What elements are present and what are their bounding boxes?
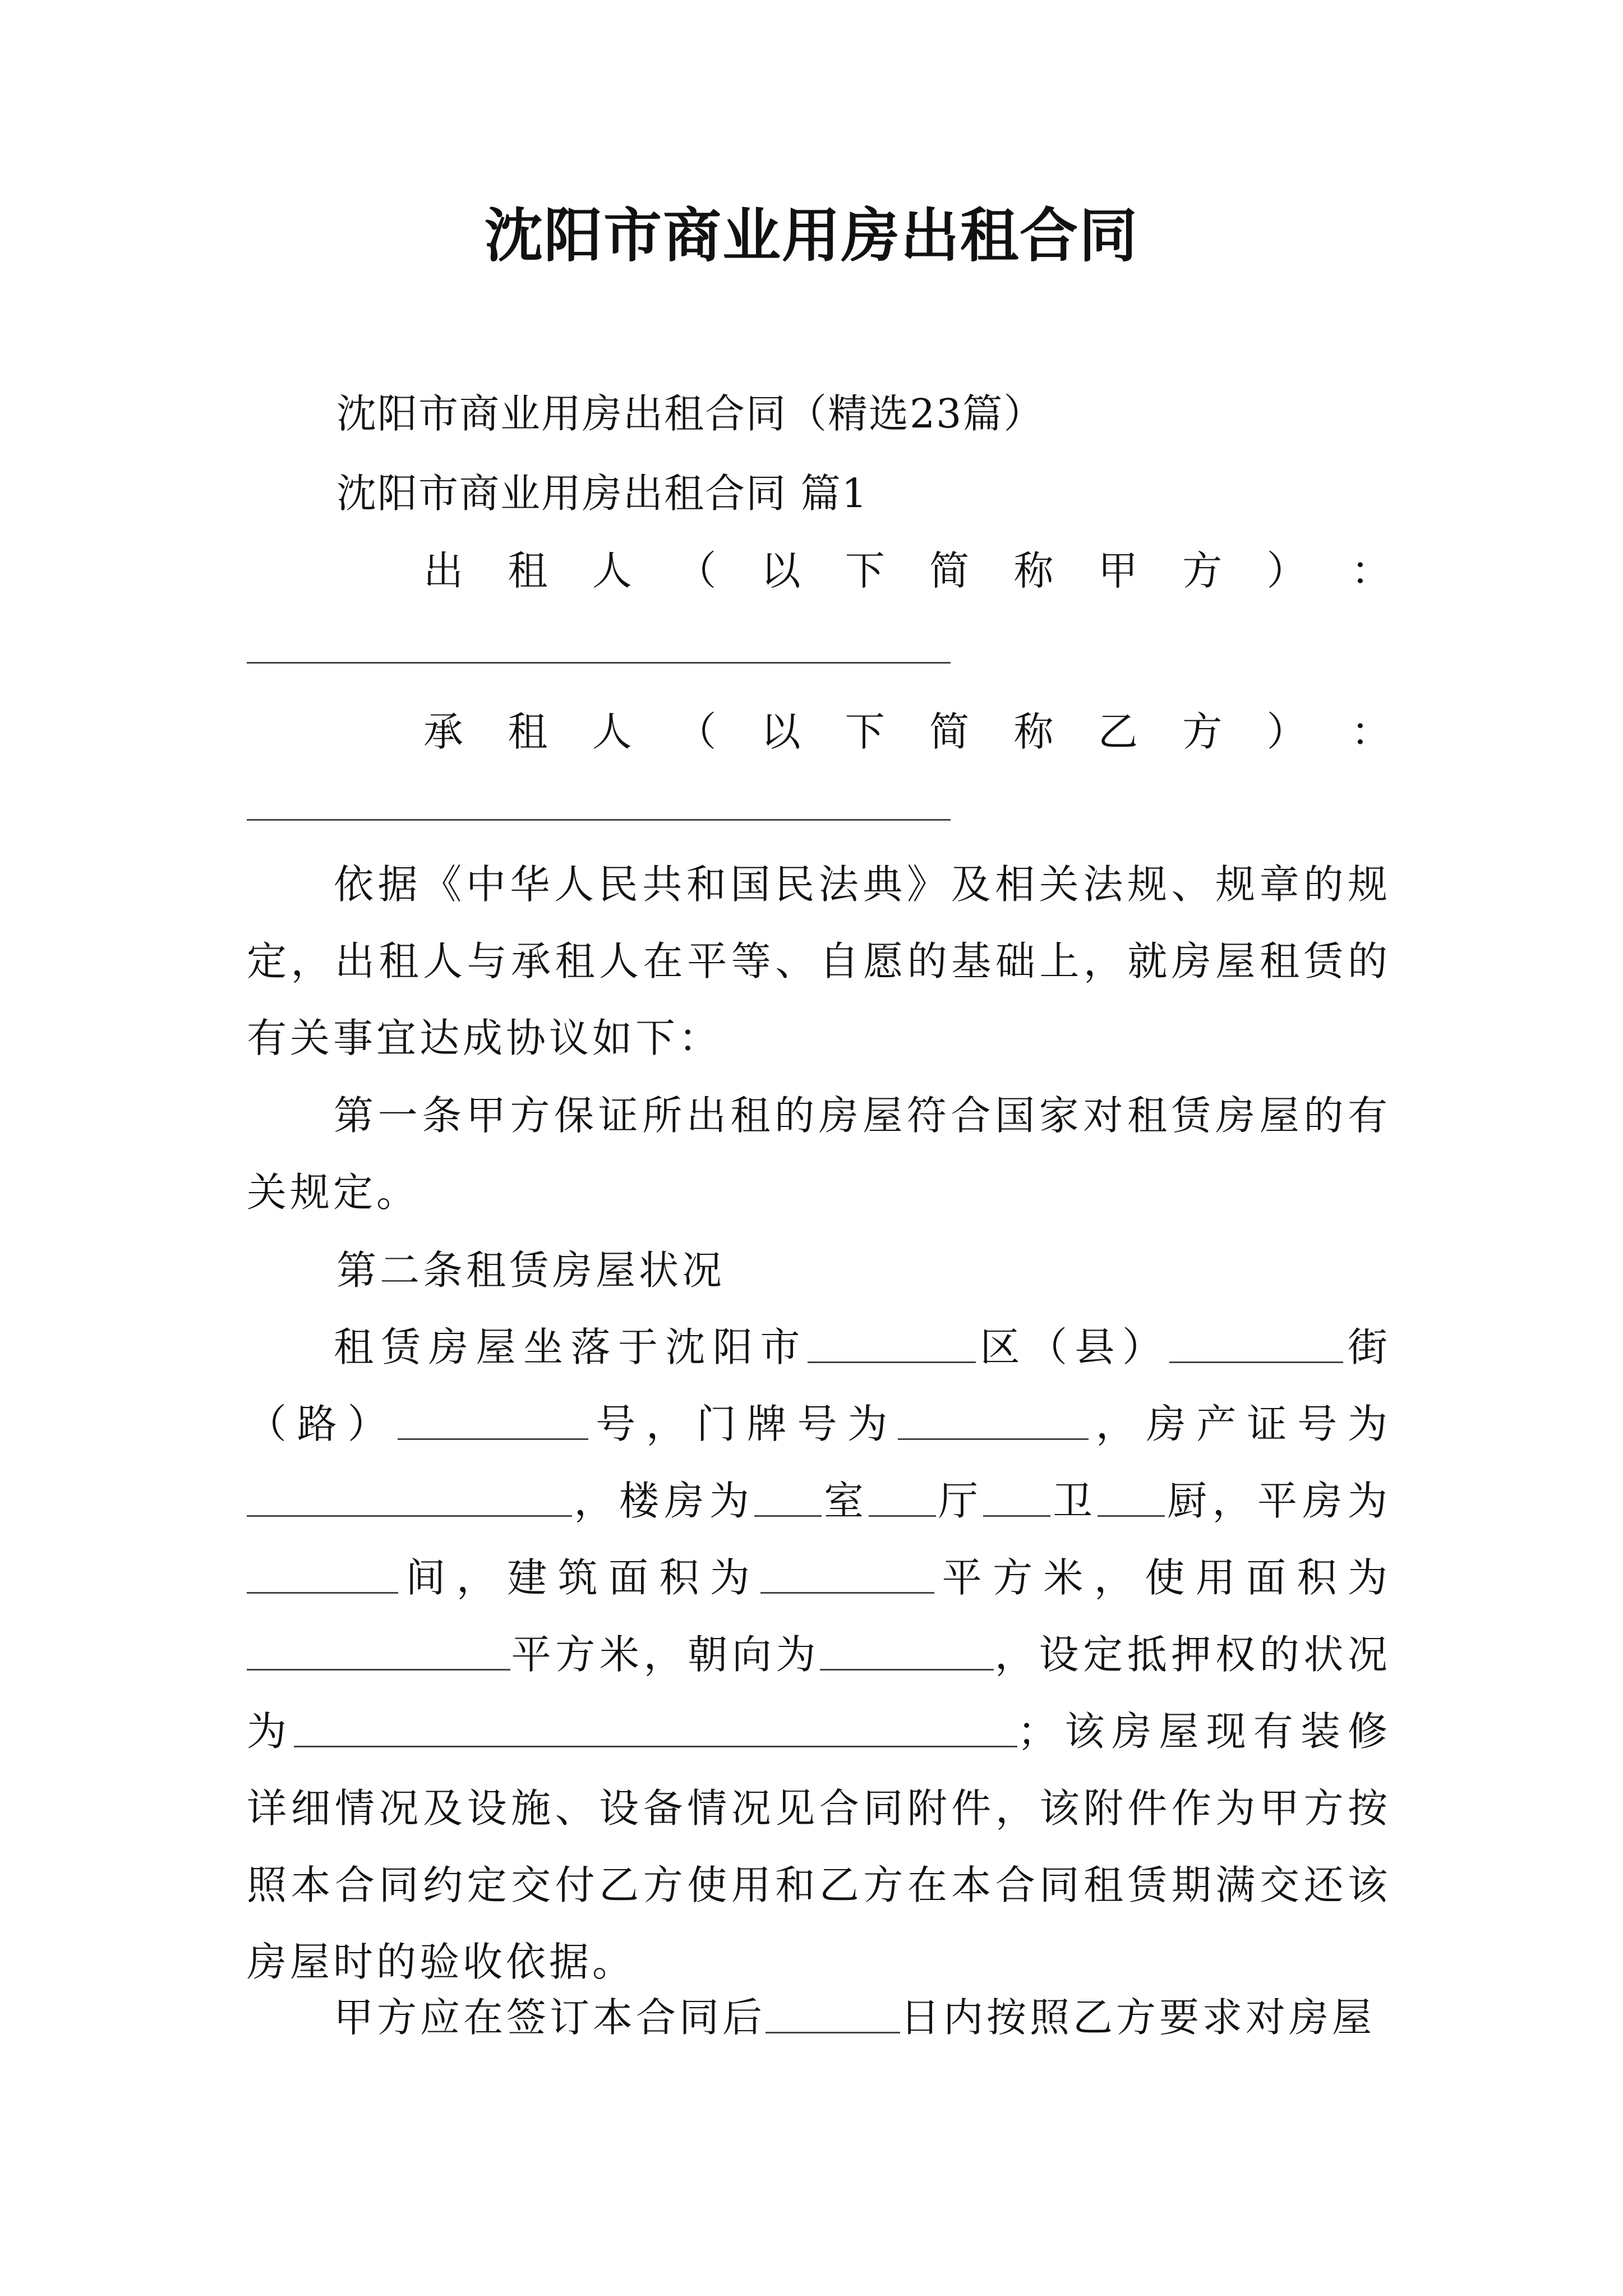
article-2-text: ；该房屋现有装修详细情况及设施、设备情况见合同附件，该附件作为甲方按照本合同约定交付乙方使用和乙方在本合同租赁期满交还该房屋时的验收依据。 xyxy=(247,1708,1391,1985)
building-area-blank xyxy=(760,1558,934,1594)
article-2-text: 号，门牌号为 xyxy=(588,1401,898,1447)
lessor-label-char: 人 xyxy=(592,547,632,594)
lessee-label-char: 称 xyxy=(1013,708,1054,755)
lessee-label-char: 租 xyxy=(508,708,548,755)
lessee-label-char: 承 xyxy=(423,708,464,755)
lessor-label xyxy=(423,543,1391,599)
lessor-label-char: 方 xyxy=(1182,547,1223,594)
article-2-text: 卫 xyxy=(1050,1478,1098,1524)
bungalow-rooms-blank xyxy=(247,1558,398,1594)
article-1-paragraph: 第一条甲方保证所出租的房屋符合国家对租赁房屋的有关规定。 xyxy=(247,1092,1391,1216)
lessee-label-char: （ xyxy=(676,708,717,755)
lessee-label xyxy=(423,704,1391,760)
district-blank xyxy=(808,1328,976,1363)
lessee-fill-line xyxy=(247,819,951,821)
article-2-paragraph xyxy=(247,1309,1391,2000)
lessee-label-char: 方 xyxy=(1182,708,1223,755)
usable-area-blank xyxy=(247,1635,510,1671)
number-blank xyxy=(398,1405,588,1440)
lessor-label-char: ） xyxy=(1266,547,1307,594)
lessee-label-char: 下 xyxy=(845,708,885,755)
lessor-label-char: 下 xyxy=(845,547,885,594)
delivery-paragraph xyxy=(247,1979,1391,2056)
property-cert-blank xyxy=(247,1481,572,1517)
lessor-label-char: ： xyxy=(1350,547,1391,594)
article-2-text: 街（路） xyxy=(247,1324,1391,1447)
article-2-text: 厨，平房为 xyxy=(1165,1478,1391,1524)
lessor-label-char: 甲 xyxy=(1098,547,1138,594)
article-2-text: ，房产证号为 xyxy=(1089,1401,1391,1447)
rooms-blank xyxy=(754,1481,822,1517)
article-2-text: 平方米，朝向为 xyxy=(510,1631,820,1678)
door-number-blank xyxy=(898,1405,1089,1440)
document-title: 沈阳市商业用房出租合同 xyxy=(484,201,1138,270)
lessor-label-char: （ xyxy=(676,547,717,594)
article-2-text: ，设定抵押权的状况为 xyxy=(247,1631,1391,1755)
lessor-fill-line xyxy=(247,662,951,664)
lessee-label-char: ： xyxy=(1350,708,1391,755)
lessee-label-char: 以 xyxy=(760,708,801,755)
lessee-label-char: 乙 xyxy=(1098,708,1138,755)
collection-subtitle: 沈阳市商业用房出租合同（精选23篇） xyxy=(336,390,1045,437)
part-subtitle: 沈阳市商业用房出租合同 篇1 xyxy=(336,470,868,517)
article-2-text: 平方米，使用面积为 xyxy=(934,1554,1391,1601)
lessee-label-char: 人 xyxy=(592,708,632,755)
delivery-text: 日内按照乙方要求对房屋 xyxy=(900,1994,1376,2041)
article-2-text: 厅 xyxy=(936,1478,984,1524)
lessor-label-char: 称 xyxy=(1013,547,1054,594)
lessee-label-char: 简 xyxy=(929,708,970,755)
kitchens-blank xyxy=(1098,1481,1165,1517)
preamble-paragraph: 依据《中华人民共和国民法典》及相关法规、规章的规定，出租人与承租人在平等、自愿的基础上，就房屋租赁的有关事宜达成协议如下： xyxy=(247,861,1391,1061)
article-2-text: 区（县） xyxy=(975,1324,1170,1370)
lessor-label-char: 出 xyxy=(423,547,464,594)
article-2-text: 室 xyxy=(822,1478,869,1524)
halls-blank xyxy=(869,1481,936,1517)
orientation-blank xyxy=(820,1635,994,1671)
bathrooms-blank xyxy=(983,1481,1050,1517)
lessor-label-char: 以 xyxy=(760,547,801,594)
mortgage-status-blank xyxy=(294,1712,1017,1747)
lessee-label-char: ） xyxy=(1266,708,1307,755)
days-blank xyxy=(766,1998,900,2033)
delivery-text: 甲方应在签订本合同后 xyxy=(334,1994,766,2041)
article-2-text: ，楼房为 xyxy=(572,1478,755,1524)
article-2-text: 租赁房屋坐落于沈阳市 xyxy=(334,1324,808,1370)
lessor-label-char: 租 xyxy=(508,547,548,594)
lessor-label-char: 简 xyxy=(929,547,970,594)
article-2-text: 间，建筑面积为 xyxy=(398,1554,761,1601)
article-2-heading: 第二条租赁房屋状况 xyxy=(336,1247,726,1294)
street-blank xyxy=(1169,1328,1343,1363)
